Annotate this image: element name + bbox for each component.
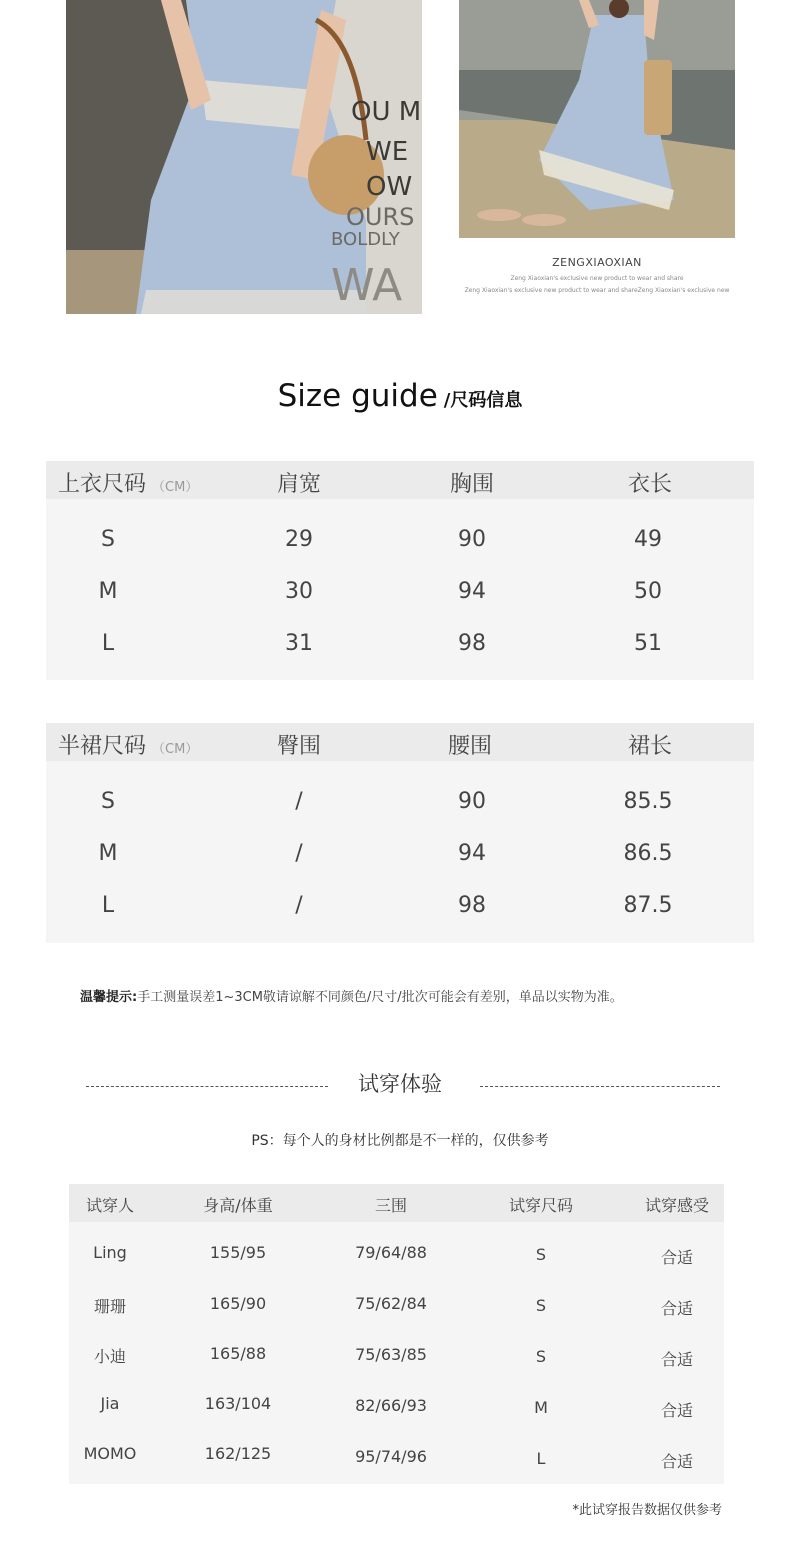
model-photo-right-art — [459, 0, 735, 238]
table-cell: S — [101, 527, 115, 552]
trial-cell: 82/66/93 — [355, 1396, 427, 1415]
table-cell: 86.5 — [623, 841, 673, 866]
brand-tagline: Zeng Xiaoxian's exclusive new product to wear and share — [510, 275, 684, 282]
measurement-tip — [80, 986, 623, 1005]
trial-cell: L — [536, 1449, 546, 1468]
top-size-label — [58, 467, 198, 498]
photo-text-1: OU M — [351, 97, 422, 127]
trial-cell: Jia — [100, 1394, 120, 1413]
trial-cell: 155/95 — [209, 1243, 267, 1262]
model-photo-left — [66, 0, 422, 314]
table-cell: 90 — [458, 789, 486, 814]
skirt-size-label-text: 半裙尺码 — [58, 734, 147, 759]
brand-tagline-long: Zeng Xiaoxian's exclusive new product to wear and shareZeng Xiaoxian's exclusive new — [464, 287, 730, 294]
skirt-header-length: 裙长 — [627, 734, 672, 759]
trial-cell: 75/62/84 — [355, 1294, 427, 1313]
top-header-chest: 胸围 — [449, 472, 494, 497]
trial-cell: S — [535, 1245, 547, 1264]
skirt-header-waist: 腰围 — [447, 734, 492, 759]
table-cell: 29 — [285, 527, 313, 552]
table-cell: 85.5 — [623, 789, 673, 814]
table-cell: / — [295, 893, 303, 918]
photo-text-4: OURS — [346, 203, 415, 231]
tip-text: 手工测量误差1~3CM敬请谅解不同颜色/尺寸/批次可能会有差别，单品以实物为准。 — [137, 990, 623, 1005]
trial-header-person: 试穿人 — [85, 1196, 134, 1215]
photo-text-6: WA — [331, 260, 403, 311]
skirt-size-table — [46, 723, 754, 943]
table-cell: 30 — [285, 579, 313, 604]
trial-footnote: *此试穿报告数据仅供参考 — [572, 1503, 722, 1518]
table-cell: 98 — [458, 893, 486, 918]
table-cell: / — [295, 789, 303, 814]
trial-table — [69, 1184, 724, 1484]
table-cell: 94 — [458, 841, 486, 866]
trial-cell: 合适 — [660, 1401, 693, 1420]
table-cell: L — [101, 893, 115, 918]
trial-cell: M — [534, 1398, 548, 1417]
trial-cell: S — [535, 1296, 547, 1315]
table-cell: 31 — [285, 631, 313, 656]
size-guide-title — [0, 378, 800, 414]
trial-title: 试穿体验 — [358, 1072, 442, 1096]
table-cell: / — [295, 841, 303, 866]
size-guide-title-cn: /尺码信息 — [443, 390, 523, 411]
model-photo-right — [459, 0, 735, 238]
photo-text-3: OW — [366, 172, 413, 202]
table-cell: 87.5 — [623, 893, 673, 918]
trial-cell: 合适 — [660, 1248, 693, 1267]
skirt-size-unit: （CM） — [152, 742, 199, 757]
trial-cell: 小迪 — [93, 1347, 126, 1366]
trial-cell: MOMO — [83, 1444, 137, 1463]
trial-cell: Ling — [93, 1243, 127, 1262]
trial-cell: 合适 — [660, 1452, 693, 1471]
top-size-label-text: 上衣尺码 — [58, 472, 147, 497]
top-size-unit: （CM） — [152, 480, 199, 495]
trial-cell: 165/90 — [209, 1294, 267, 1313]
table-cell: 50 — [634, 579, 662, 604]
trial-header-feel: 试穿感受 — [644, 1196, 709, 1215]
table-cell: 90 — [458, 527, 486, 552]
brand-name: ZENGXIAOXIAN — [552, 256, 642, 269]
trial-cell: 95/74/96 — [355, 1447, 427, 1466]
top-size-table — [46, 461, 754, 680]
trial-ps-note: PS：每个人的身材比例都是不一样的，仅供参考 — [251, 1133, 549, 1149]
table-cell: 51 — [634, 631, 662, 656]
trial-cell: S — [535, 1347, 547, 1366]
trial-cell: 珊珊 — [93, 1297, 126, 1316]
table-cell: 98 — [458, 631, 486, 656]
trial-cell: 162/125 — [204, 1444, 272, 1463]
trial-header-height-weight: 身高/体重 — [203, 1196, 273, 1215]
table-cell: 94 — [458, 579, 486, 604]
tip-label: 温馨提示: — [80, 990, 138, 1005]
trial-header-size: 试穿尺码 — [508, 1196, 573, 1215]
top-header-shoulder: 肩宽 — [276, 472, 321, 497]
table-cell: 49 — [634, 527, 662, 552]
top-header-length: 衣长 — [627, 472, 672, 497]
table-cell: L — [101, 631, 115, 656]
trial-cell: 75/63/85 — [355, 1345, 427, 1364]
photo-text-5: BOLDLY — [331, 229, 400, 250]
table-cell: M — [98, 579, 118, 604]
trial-cell: 165/88 — [209, 1344, 267, 1363]
trial-cell: 合适 — [660, 1299, 693, 1318]
size-guide-title-en: Size guide — [277, 378, 438, 414]
trial-cell: 79/64/88 — [355, 1243, 427, 1262]
table-cell: S — [101, 789, 115, 814]
trial-cell: 合适 — [660, 1350, 693, 1369]
photo-text-2: WE — [366, 137, 409, 167]
divider-right — [480, 1086, 720, 1087]
table-cell: M — [98, 841, 118, 866]
skirt-header-hip: 臀围 — [276, 734, 321, 759]
trial-cell: 163/104 — [204, 1394, 272, 1413]
model-photo-left-art — [66, 0, 422, 314]
trial-header-measurements: 三围 — [374, 1196, 407, 1215]
skirt-size-label — [58, 729, 198, 760]
